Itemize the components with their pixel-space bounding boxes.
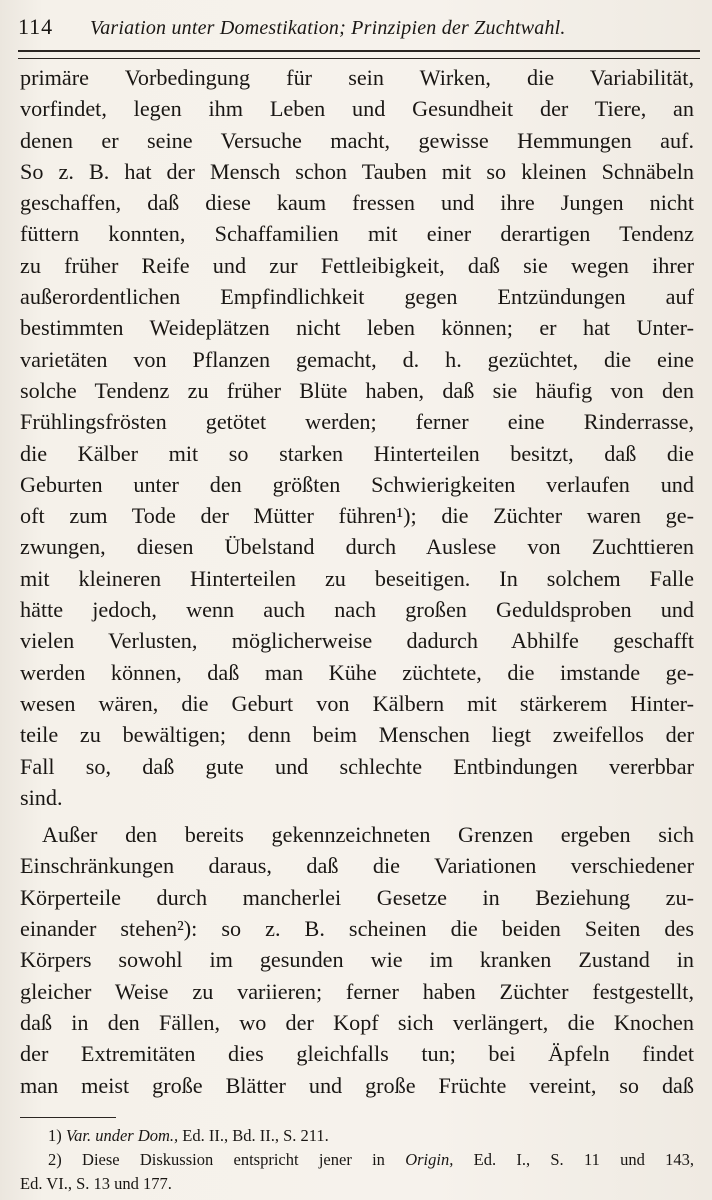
text-line: füttern konnten, Schaffamilien mit einer derartigen Tendenz	[20, 221, 694, 247]
text-line: primäre Vorbedingung für sein Wirken, die Variabilität,	[20, 65, 694, 90]
text-line: die Kälber mit so starken Hinterteilen besitzt, daß die	[20, 440, 694, 466]
page-number: 114	[18, 14, 54, 39]
text-line: denen er seine Versuche macht, gewisse Hemmungen auf.	[20, 127, 694, 153]
footnotes	[20, 1124, 694, 1196]
header-double-rule	[18, 50, 700, 59]
text-line: varietäten von Pflanzen gemacht, d. h. gezüchtet, die eine	[20, 346, 694, 372]
text-line: man meist große Blätter und große Früchte vereint, so daß	[20, 1072, 694, 1098]
text-line: außerordentlichen Empfindlichkeit gegen Entzündungen auf	[20, 284, 694, 310]
text-line: werden können, daß man Kühe züchtete, die imstande ge-	[20, 659, 694, 685]
running-title: Variation unter Domestikation; Prinzipien der Zuchtwahl.	[90, 17, 566, 39]
text-line: Körperteile durch mancherlei Gesetze in Beziehung zu-	[20, 884, 694, 910]
running-header	[18, 14, 694, 44]
footnote-2-continuation: Ed. VI., S. 13 und 177.	[20, 1174, 172, 1193]
footnote-2	[20, 1148, 694, 1172]
footnote-marker: 1)	[48, 1126, 62, 1145]
footnote-text: Diese Diskussion entspricht jener in	[82, 1150, 385, 1169]
text-line: Körpers sowohl im gesunden wie im kranken Zustand in	[20, 947, 694, 973]
footnote-citation-ref: Ed. II., Bd. II., S. 211.	[182, 1126, 329, 1145]
footnote-citation-title: Origin,	[405, 1150, 454, 1169]
footnote-separator	[20, 1117, 116, 1118]
text-line: gleicher Weise zu variieren; ferner haben Züchter festgestellt,	[20, 978, 694, 1004]
paragraph-1	[20, 62, 694, 813]
text-line: Einschränkungen daraus, daß die Variationen verschiedener	[20, 853, 694, 879]
text-line: sind.	[20, 784, 63, 810]
paragraph-2	[20, 819, 694, 1101]
text-line: bestimmten Weideplätzen nicht leben können; er hat Unter-	[20, 315, 694, 341]
footnote-citation-ref: Ed. I., S. 11 und 143,	[473, 1150, 695, 1169]
text-line: vorfindet, legen ihm Leben und Gesundheit der Tiere, an	[20, 96, 694, 122]
text-line: Frühlingsfrösten getötet werden; ferner eine Rinderrasse,	[20, 409, 694, 435]
text-line: einander stehen²): so z. B. scheinen die beiden Seiten des	[20, 916, 694, 942]
text-line: Außer den bereits gekennzeichneten Grenzen ergeben sich	[42, 822, 694, 848]
text-line: zu früher Reife und zur Fettleibigkeit, daß sie wegen ihrer	[20, 252, 694, 278]
text-line: geschaffen, daß diese kaum fressen und ihre Jungen nicht	[20, 190, 694, 216]
text-line: Geburten unter den größten Schwierigkeiten verlaufen und	[20, 471, 694, 497]
text-line: daß in den Fällen, wo der Kopf sich verlängert, die Knochen	[20, 1009, 694, 1035]
text-line: mit kleineren Hinterteilen zu beseitigen. In solchem Falle	[20, 565, 694, 591]
text-line: der Extremitäten dies gleichfalls tun; bei Äpfeln findet	[20, 1041, 694, 1067]
text-line: zwungen, diesen Übelstand durch Auslese von Zuchttieren	[20, 534, 694, 560]
text-line: oft zum Tode der Mütter führen¹); die Züchter waren ge-	[20, 503, 694, 529]
body-text	[20, 62, 694, 1101]
footnote-marker: 2)	[48, 1150, 62, 1169]
text-line: hätte jedoch, wenn auch nach großen Geduldsproben und	[20, 597, 694, 623]
footnote-1	[20, 1124, 694, 1148]
text-line: solche Tendenz zu früher Blüte haben, daß sie häufig von den	[20, 377, 694, 403]
text-line: teile zu bewältigen; denn beim Menschen liegt zweifellos der	[20, 722, 694, 748]
text-line: vielen Verlusten, möglicherweise dadurch Abhilfe geschafft	[20, 628, 694, 654]
text-line: Fall so, daß gute und schlechte Entbindungen vererbbar	[20, 753, 694, 779]
footnote-citation-title: Var. under Dom.,	[65, 1126, 179, 1145]
text-line: So z. B. hat der Mensch schon Tauben mit so kleinen Schnäbeln	[20, 158, 694, 184]
text-line: wesen wären, die Geburt von Kälbern mit stärkerem Hinter-	[20, 690, 694, 716]
